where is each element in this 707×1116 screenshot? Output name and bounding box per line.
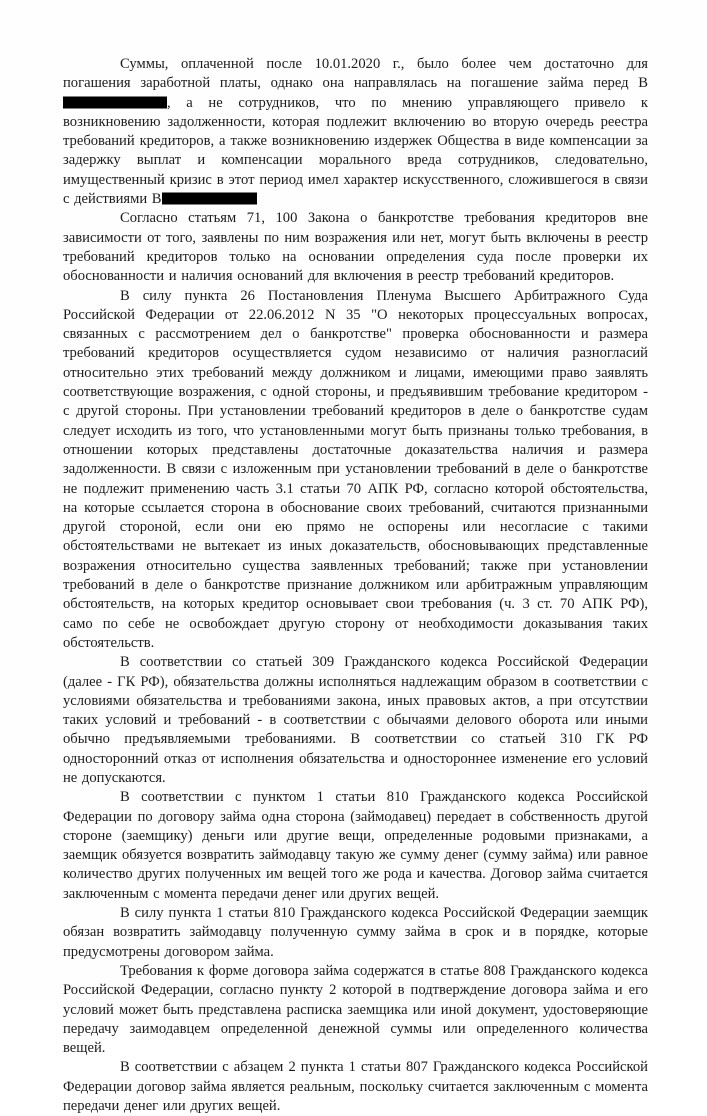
paragraph-plenum-resolution-point-26: В силу пункта 26 Постановления Пленума Высшего Арбитражного Суда Российской Федерации от 22.06.2012 N 35 "О некоторых процессуальных вопросах, связанных с рассмотрением дел о банкротстве" проверка обоснованности и размера требований кредиторов осуществляется судом независимо от наличия разногласий относительно этих требований между должником и лицами, имеющими право заявлять соответствующие возражения, с одной стороны, и предъявившим требование кредитором - с другой стороны. При установлении требований кредиторов в деле о банкротстве судам следует исходить из того, что установленными могут быть признаны только требования, в отношении которых представлены достаточные доказательства наличия и размера задолженности. В связи с изложенным при установлении требований в деле о банкротстве не подлежит применению часть 3.1 статьи 70 АПК РФ, согласно которой обстоятельства, на которые ссылается сторона в обоснование своих требований, считаются признанными другой стороной, если они ею прямо не оспорены или несогласие с такими обстоятельствами не вытекает из иных доказательств, обосновывающих представленные возражения относительно существа заявленных требований; также при установлении требований в деле о банкротстве признание должником или арбитражным управляющим обстоятельств, на которых кредитор основывает свои требования (ч. 3 ст. 70 АПК РФ), само по себе не освобождает другую сторону от необходимости доказывания таких обстоятельств. (63, 287, 648, 651)
redaction-bar-2 (162, 193, 257, 205)
paragraph-civil-code-article-810-repayment-obligation: В силу пункта 1 статьи 810 Гражданского кодекса Российской Федерации заемщик обязан возвратить займодавцу полученную сумму займа в срок и в порядке, которые предусмотрены договором займа. (63, 905, 648, 960)
paragraph-civil-code-article-808-loan-form: Требования к форме договора займа содержатся в статье 808 Гражданского кодекса Российской Федерации, согласно пункту 2 которой в подтверждение договора займа и его условий может быть представлена расписка заемщика или иной документ, удостоверяющие передачу заимодавцем определенной денежной суммы или определенного количества вещей. (63, 962, 648, 1057)
paragraph-bankruptcy-law-articles-71-100: Согласно статьям 71, 100 Закона о банкротстве требования кредиторов вне зависимости от того, заявлены по ним возражения или нет, могут быть включены в реестр требований кредиторов только на основании определения суда после проверки их обоснованности и наличия оснований для включения в реестр требований кредиторов. (63, 210, 648, 285)
paragraph-civil-code-articles-309-310: В соответствии со статьей 309 Гражданского кодекса Российской Федерации (далее - ГК РФ), обязательства должны исполняться надлежащим образом в соответствии с условиями обязательства и требованиями закона, иных правовых актов, а при отсутствии таких условий и требований - в соответствии с обычаями делового оборота или иными обычно предъявляемыми требованиями. В соответствии со статьей 310 ГК РФ односторонний отказ от исполнения обязательства и одностороннее изменение его условий не допускаются. (63, 654, 648, 786)
document-text-block (63, 55, 648, 1116)
paragraph-civil-code-article-807-real-contract: В соответствии с абзацем 2 пункта 1 статьи 807 Гражданского кодекса Российской Федерации договор займа является реальным, поскольку считается заключенным с момента передачи денег или других вещей. (63, 1059, 648, 1115)
paragraph-civil-code-article-810-point-1-loan-definition: В соответствии с пунктом 1 статьи 810 Гражданского кодекса Российской Федерации по договору займа одна сторона (займодавец) передает в собственность другой стороне (заемщику) деньги или другие вещи, определенные родовыми признаками, а заемщик обязуется возвратить займодавцу такую же сумму денег (сумму займа) или равное количество других полученных им вещей того же рода и качества. Договор займа считается заключенным с момента передачи денег или других вещей. (63, 789, 648, 902)
redaction-bar-1 (63, 96, 167, 108)
paragraph-text-before-redaction: Суммы, оплаченной после 10.01.2020 г., было более чем достаточно для погашения заработной платы, однако она направлялась на погашение займа перед В (63, 56, 648, 92)
paragraph-sums-paid-after-date (63, 55, 648, 209)
paragraph-text-after-redaction: , а не сотрудников, что по мнению управляющего привело к возникновению задолженности, которая подлежит включению во вторую очередь реестра требований кредиторов, а также возникновению издержек Общества в виде компенсации за задержку выплат и компенсации морального вреда сотрудников, следовательно, имущественный кризис в этот период имел характер искусственного, сложившегося в связи с действиями В (63, 94, 648, 208)
